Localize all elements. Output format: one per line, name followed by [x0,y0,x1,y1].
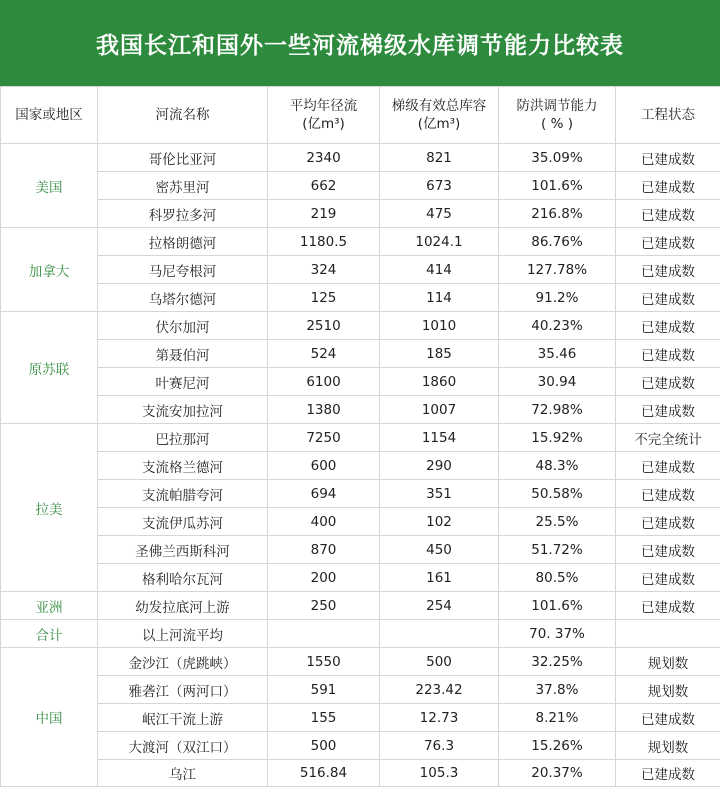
header-status-label: 工程状态 [641,107,695,123]
flood-capacity-cell: 15.26% [499,732,616,760]
river-cell: 哥伦比亚河 [98,144,268,172]
status-cell: 已建成数 [616,536,720,564]
flood-capacity-cell: 101.6% [499,592,616,620]
table-row [1,508,720,536]
river-cell: 幼发拉底河上游 [98,592,268,620]
header-river-label: 河流名称 [155,107,210,123]
river-cell: 格利哈尔瓦河 [98,564,268,592]
status-cell: 已建成数 [616,172,720,200]
status-cell: 已建成数 [616,228,720,256]
capacity-cell: 102 [380,508,499,536]
status-cell: 已建成数 [616,704,720,732]
flood-capacity-cell: 40.23% [499,312,616,340]
status-cell: 不完全统计 [616,424,720,452]
table-row [1,368,720,396]
capacity-cell: 105.3 [380,760,499,787]
runoff-cell: 1380 [268,396,380,424]
table-row [1,732,720,760]
region-cell: 加拿大 [1,228,98,312]
flood-capacity-cell: 8.21% [499,704,616,732]
flood-capacity-cell: 37.8% [499,676,616,704]
flood-capacity-cell: 51.72% [499,536,616,564]
flood-capacity-cell: 101.6% [499,172,616,200]
river-cell: 圣佛兰西斯科河 [98,536,268,564]
river-cell: 叶赛尼河 [98,368,268,396]
table-row [1,620,720,648]
table-row [1,648,720,676]
table-row [1,704,720,732]
capacity-cell: 290 [380,452,499,480]
flood-capacity-cell: 50.58% [499,480,616,508]
flood-capacity-cell: 80.5% [499,564,616,592]
runoff-cell: 250 [268,592,380,620]
table-row [1,144,720,172]
capacity-cell: 351 [380,480,499,508]
river-cell: 密苏里河 [98,172,268,200]
runoff-cell: 870 [268,536,380,564]
table-row [1,312,720,340]
river-cell: 巴拉那河 [98,424,268,452]
table-title: 我国长江和国外一些河流梯级水库调节能力比较表 [0,0,720,86]
status-cell [616,620,720,648]
table-header [1,87,720,144]
table-row [1,256,720,284]
runoff-cell: 155 [268,704,380,732]
runoff-cell: 591 [268,676,380,704]
river-cell: 大渡河（双江口） [98,732,268,760]
status-cell: 已建成数 [616,592,720,620]
region-cell: 美国 [1,144,98,228]
table-row [1,564,720,592]
capacity-cell: 12.73 [380,704,499,732]
flood-capacity-cell: 35.46 [499,340,616,368]
status-cell: 规划数 [616,648,720,676]
flood-capacity-cell: 20.37% [499,760,616,787]
header-flood [499,87,616,144]
capacity-cell: 414 [380,256,499,284]
status-cell: 已建成数 [616,340,720,368]
river-cell: 以上河流平均 [98,620,268,648]
status-cell: 已建成数 [616,368,720,396]
runoff-cell [268,620,380,648]
table-row [1,480,720,508]
table-body [1,144,720,787]
table-row [1,592,720,620]
capacity-cell: 1154 [380,424,499,452]
header-region [1,87,98,144]
table-row [1,760,720,787]
header-flood-line2: ( % ) [541,116,573,132]
river-cell: 支流伊瓜苏河 [98,508,268,536]
capacity-cell: 114 [380,284,499,312]
flood-capacity-cell: 32.25% [499,648,616,676]
flood-capacity-cell: 127.78% [499,256,616,284]
capacity-cell: 1010 [380,312,499,340]
capacity-cell: 223.42 [380,676,499,704]
table-row [1,396,720,424]
capacity-cell: 673 [380,172,499,200]
river-cell: 乌江 [98,760,268,787]
header-river [98,87,268,144]
flood-capacity-cell: 72.98% [499,396,616,424]
runoff-cell: 694 [268,480,380,508]
region-cell: 拉美 [1,424,98,592]
river-cell: 雅砻江（两河口） [98,676,268,704]
runoff-cell: 324 [268,256,380,284]
table-row [1,228,720,256]
runoff-cell: 219 [268,200,380,228]
status-cell: 已建成数 [616,396,720,424]
header-status [616,87,720,144]
region-cell: 原苏联 [1,312,98,424]
status-cell: 规划数 [616,732,720,760]
runoff-cell: 2510 [268,312,380,340]
flood-capacity-cell: 48.3% [499,452,616,480]
runoff-cell: 524 [268,340,380,368]
capacity-cell: 161 [380,564,499,592]
capacity-cell: 185 [380,340,499,368]
runoff-cell: 2340 [268,144,380,172]
status-cell: 已建成数 [616,284,720,312]
region-cell: 合计 [1,620,98,648]
river-cell: 岷江干流上游 [98,704,268,732]
runoff-cell: 600 [268,452,380,480]
flood-capacity-cell: 70. 37% [499,620,616,648]
capacity-cell: 500 [380,648,499,676]
capacity-cell [380,620,499,648]
runoff-cell: 516.84 [268,760,380,787]
status-cell: 已建成数 [616,312,720,340]
comparison-table [0,86,720,787]
status-cell: 已建成数 [616,452,720,480]
runoff-cell: 662 [268,172,380,200]
table-row [1,284,720,312]
status-cell: 规划数 [616,676,720,704]
table-row [1,536,720,564]
runoff-cell: 1550 [268,648,380,676]
status-cell: 已建成数 [616,144,720,172]
flood-capacity-cell: 35.09% [499,144,616,172]
runoff-cell: 1180.5 [268,228,380,256]
header-runoff [268,87,380,144]
river-cell: 马尼夸根河 [98,256,268,284]
status-cell: 已建成数 [616,480,720,508]
table-row [1,340,720,368]
river-cell: 伏尔加河 [98,312,268,340]
header-capacity-line2: (亿m³) [417,116,461,132]
header-capacity-line1: 梯级有效总库容 [391,98,487,114]
header-capacity [380,87,499,144]
header-region-label: 国家或地区 [15,107,83,123]
river-cell: 科罗拉多河 [98,200,268,228]
runoff-cell: 200 [268,564,380,592]
flood-capacity-cell: 30.94 [499,368,616,396]
flood-capacity-cell: 216.8% [499,200,616,228]
river-cell: 支流格兰德河 [98,452,268,480]
capacity-cell: 450 [380,536,499,564]
status-cell: 已建成数 [616,564,720,592]
table-row [1,424,720,452]
river-cell: 金沙江（虎跳峡） [98,648,268,676]
river-cell: 拉格朗德河 [98,228,268,256]
header-row [1,87,720,144]
status-cell: 已建成数 [616,760,720,787]
header-runoff-line1: 平均年径流 [289,98,358,114]
capacity-cell: 821 [380,144,499,172]
status-cell: 已建成数 [616,256,720,284]
capacity-cell: 76.3 [380,732,499,760]
capacity-cell: 1860 [380,368,499,396]
runoff-cell: 6100 [268,368,380,396]
region-cell: 亚洲 [1,592,98,620]
capacity-cell: 1007 [380,396,499,424]
table-row [1,172,720,200]
flood-capacity-cell: 15.92% [499,424,616,452]
status-cell: 已建成数 [616,508,720,536]
table-row [1,200,720,228]
header-flood-line1: 防洪调节能力 [516,98,598,114]
runoff-cell: 7250 [268,424,380,452]
flood-capacity-cell: 25.5% [499,508,616,536]
capacity-cell: 1024.1 [380,228,499,256]
table-row [1,676,720,704]
river-cell: 支流帕腊夸河 [98,480,268,508]
status-cell: 已建成数 [616,200,720,228]
runoff-cell: 500 [268,732,380,760]
river-cell: 乌塔尔德河 [98,284,268,312]
flood-capacity-cell: 86.76% [499,228,616,256]
capacity-cell: 475 [380,200,499,228]
runoff-cell: 400 [268,508,380,536]
river-cell: 支流安加拉河 [98,396,268,424]
river-cell: 第聂伯河 [98,340,268,368]
flood-capacity-cell: 91.2% [499,284,616,312]
runoff-cell: 125 [268,284,380,312]
region-cell: 中国 [1,648,98,787]
header-runoff-line2: (亿m³) [302,116,345,132]
table-row [1,452,720,480]
capacity-cell: 254 [380,592,499,620]
